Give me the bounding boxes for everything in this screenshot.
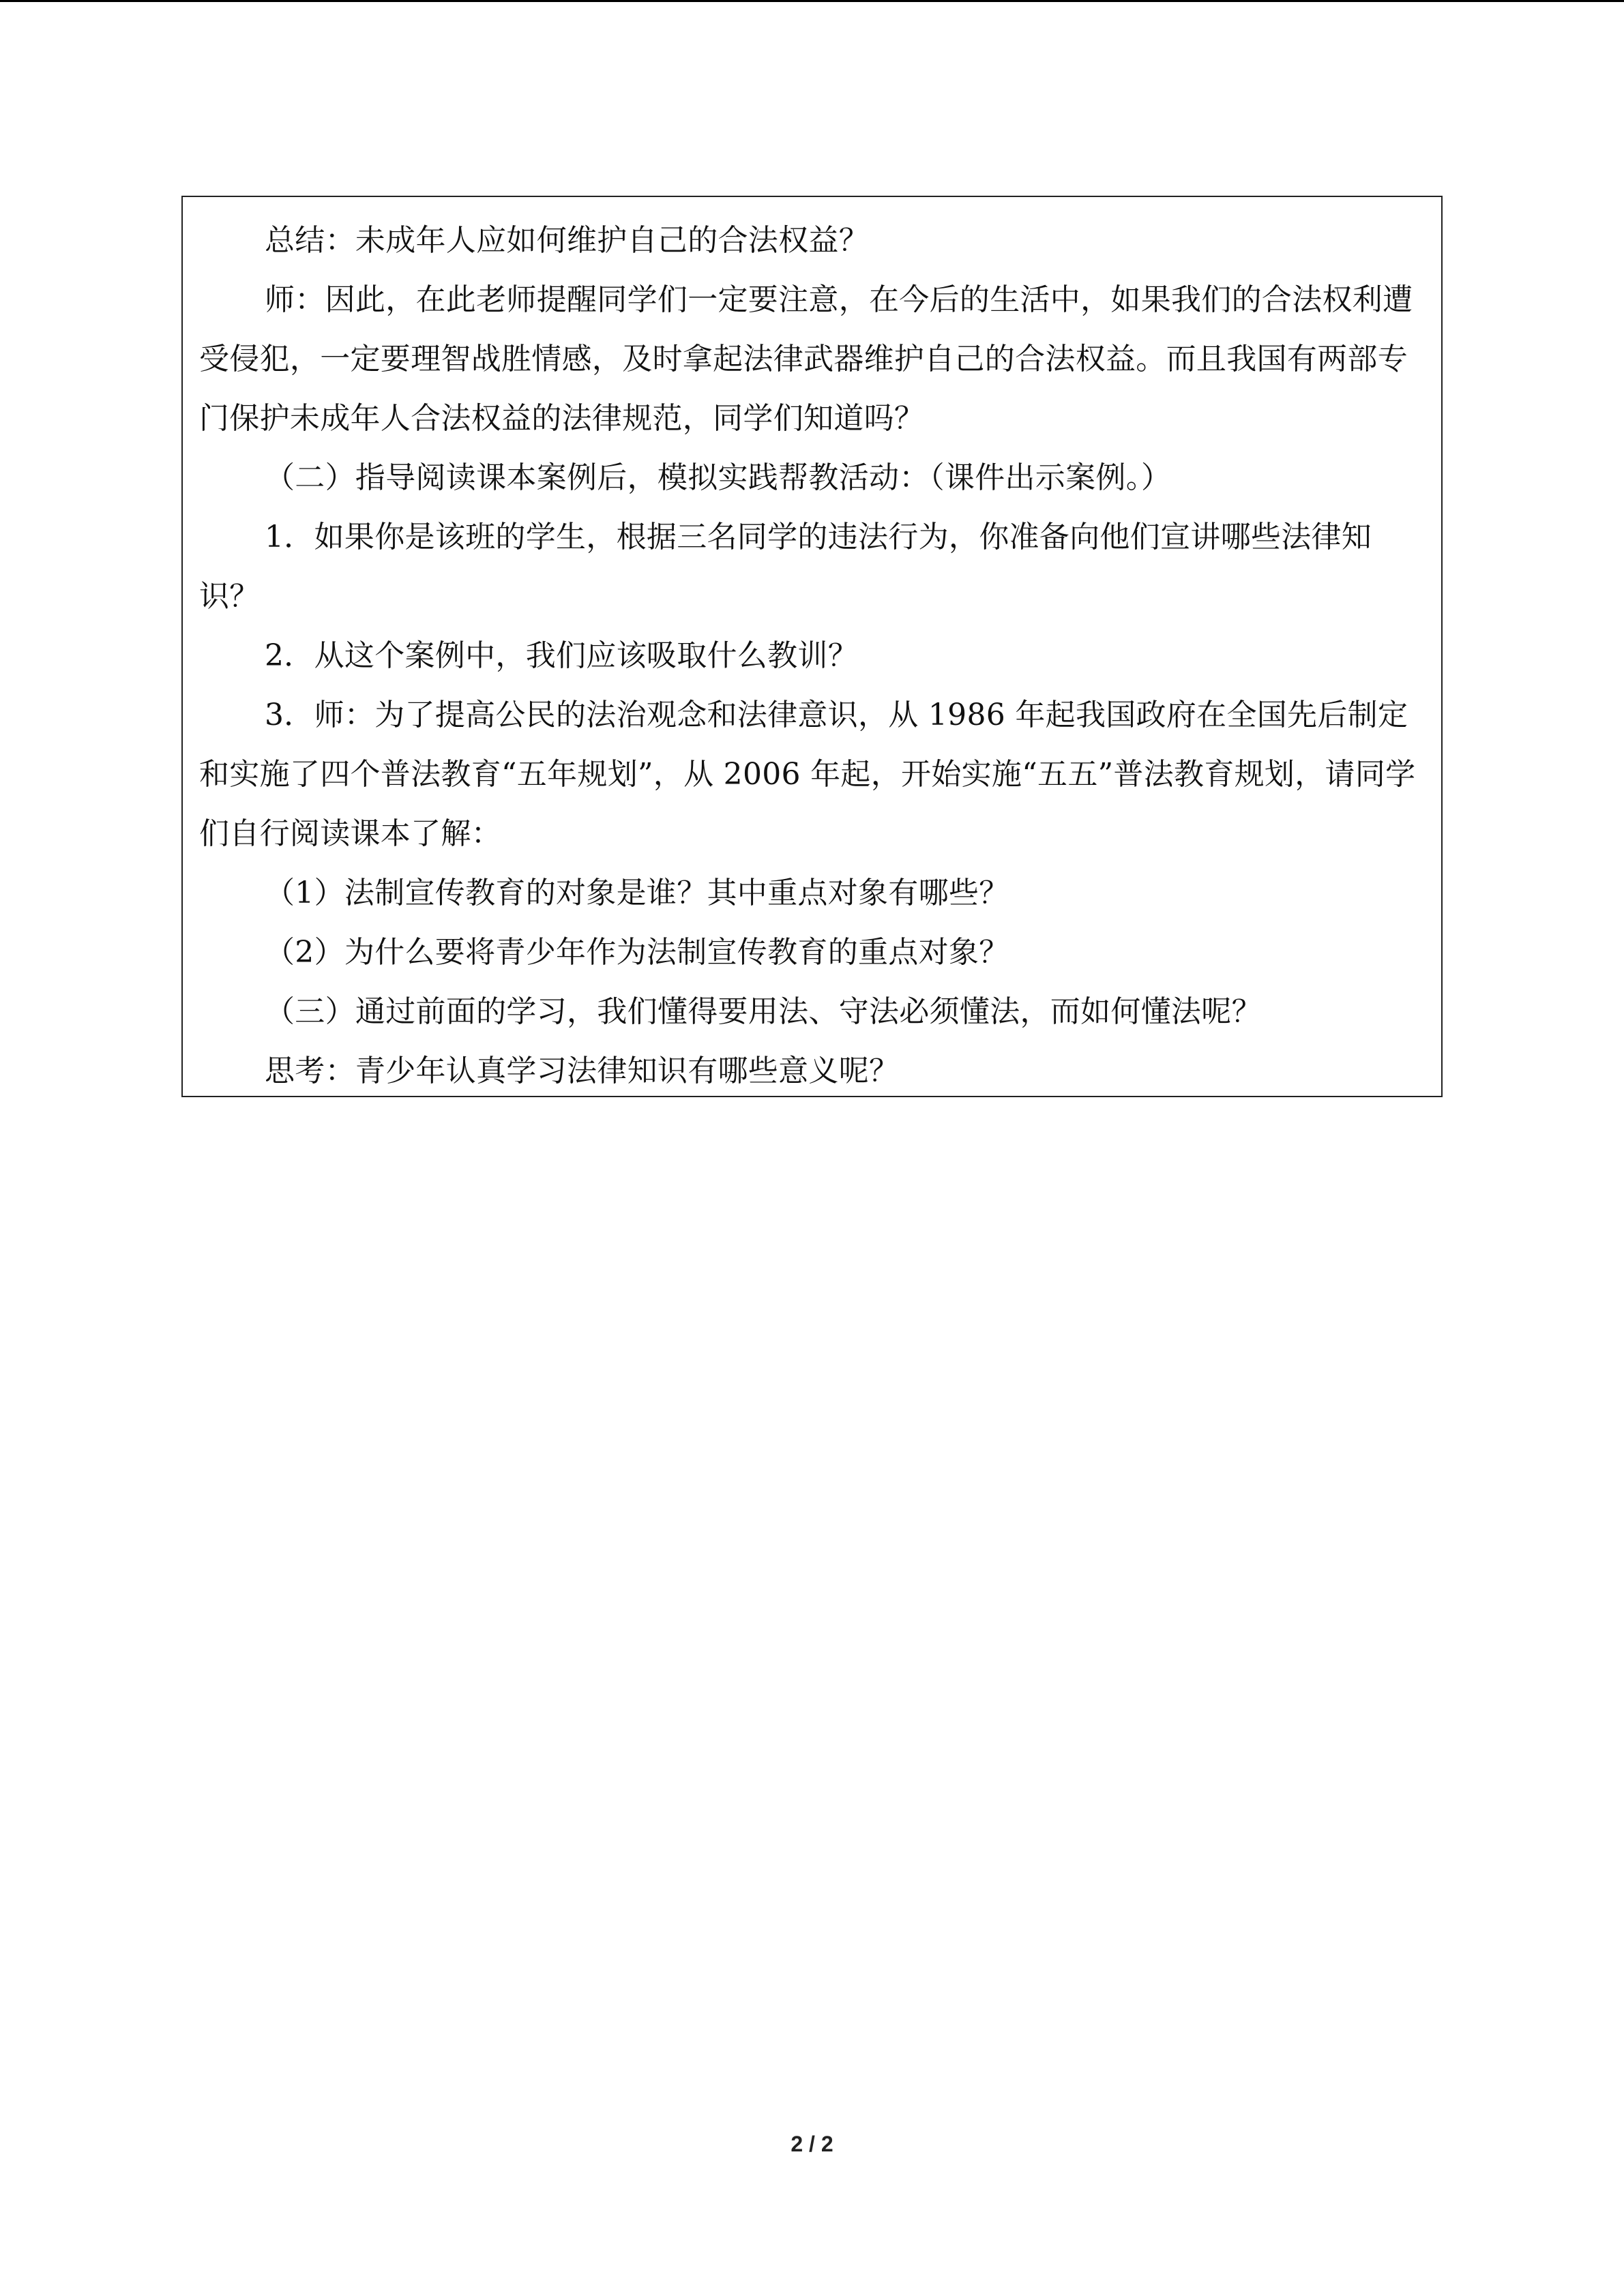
section-three-heading: （三）通过前面的学习，我们懂得要用法、守法必须懂法，而如何懂法呢？ <box>265 994 1262 1029</box>
teacher-reminder: 师：因此，在此老师提醒同学们一定要注意，在今后的生活中，如果我们的合法权利遭受侵犯，一定要理智战胜情感，及时拿起法律武器维护自己的合法权益。而且我国有两部专门保护未成年人合法权益的法律规范，同学们知道吗？ <box>199 282 1413 436</box>
sub-question-1: （1）法制宣传教育的对象是谁？其中重点对象有哪些？ <box>265 876 1009 910</box>
page-top-border <box>0 0 1624 2</box>
question-3: 3．师：为了提高公民的法治观念和法律意识，从 1986 年起我国政府在全国先后制定和实施了四个普法教育“五年规划”，从 2006 年起，开始实施“五五”普法教育规划，请同学们自行阅读课本了解： <box>199 698 1416 851</box>
page-number: 2 / 2 <box>791 2132 833 2156</box>
summary-question: 总结：未成年人应如何维护自己的合法权益？ <box>265 223 869 258</box>
lesson-content-box <box>181 196 1443 1097</box>
reflection-question: 思考：青少年认真学习法律知识有哪些意义呢？ <box>265 1054 900 1088</box>
sub-question-2: （2）为什么要将青少年作为法制宣传教育的重点对象？ <box>265 935 1009 970</box>
question-1: 1．如果你是该班的学生，根据三名同学的违法行为，你准备向他们宣讲哪些法律知识？ <box>199 520 1372 614</box>
section-two-heading: （二）指导阅读课本案例后，模拟实践帮教活动：（课件出示案例。） <box>265 460 1172 495</box>
question-2: 2．从这个案例中，我们应该吸取什么教训？ <box>265 638 858 673</box>
